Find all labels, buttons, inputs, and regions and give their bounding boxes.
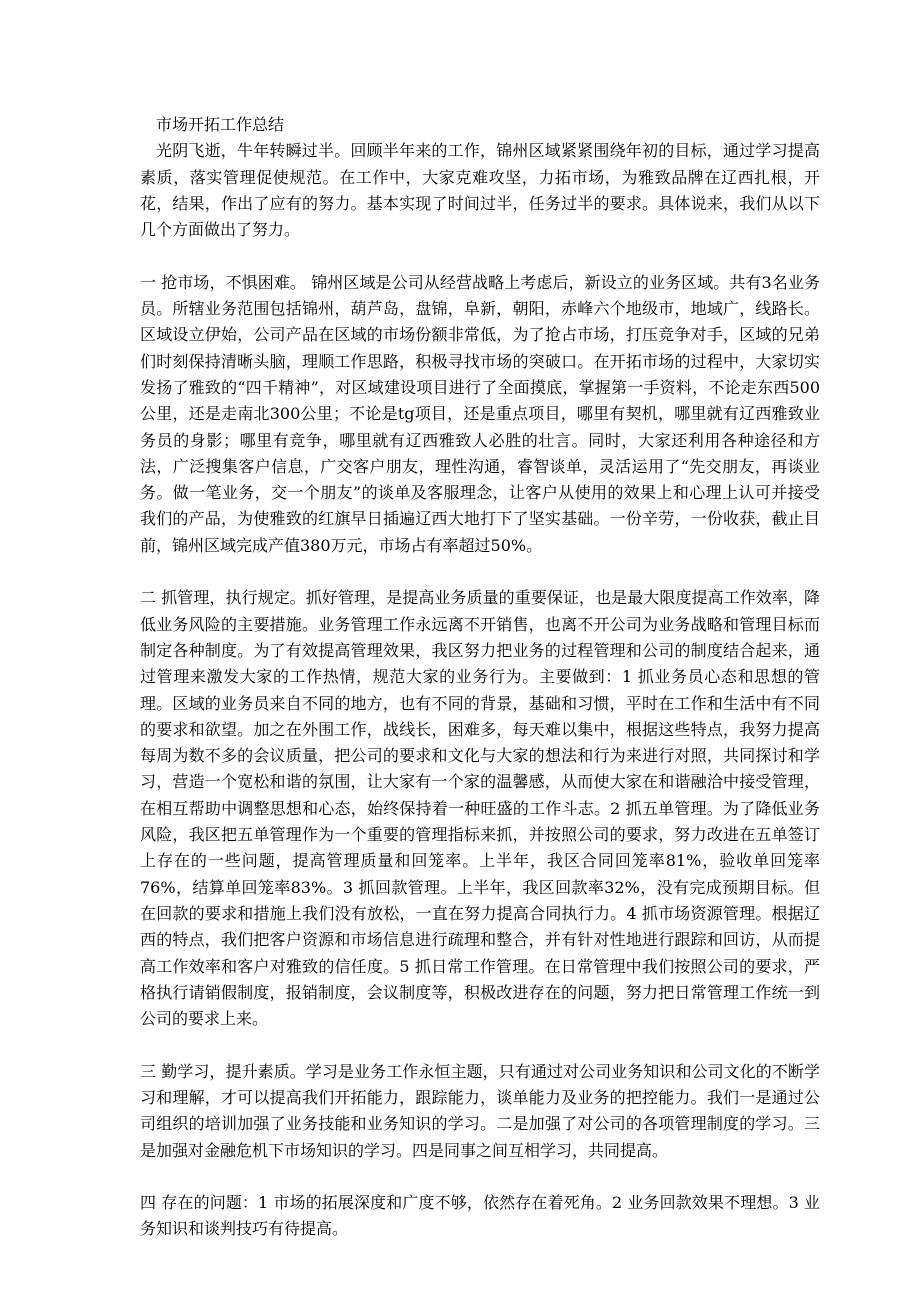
document-title: 市场开拓工作总结 [156, 115, 285, 134]
section-paragraph-3: 三 勤学习，提升素质。学习是业务工作永恒主题，只有通过对公司业务知识和公司文化的不断学习和理解，才可以提高我们开拓能力，跟踪能力，谈单能力及业务的把控能力。我们一是通过公司组织的培训加强了业务技能和业务知识的学习。二是加强了对公司的各项管理制度的学习。三是加强对金融危机下市场知识的学习。四是同事之间互相学习，共同提高。 [140, 1061, 820, 1160]
section-paragraph-1: 一 抢市场，不惧困难。 锦州区域是公司从经营战略上考虑后，新设立的业务区域。共有3名业务员。所辖业务范围包括锦州，葫芦岛，盘锦，阜新，朝阳，赤峰六个地级市，地域广，线路长。区域设立伊始，公司产品在区域的市场份额非常低，为了抢占市场，打压竞争对手，区域的兄弟们时刻保持清晰头脑，理顺工作思路，积极寻找市场的突破口。在开拓市场的过程中，大家切实发扬了雅致的“四千精神”，对区域建设项目进行了全面摸底，掌握第一手资料，不论走东西500公里，还是走南北300公里；不论是tg项目，还是重点项目，哪里有契机，哪里就有辽西雅致业务员的身影；哪里有竞争，哪里就有辽西雅致人必胜的壮言。同时，大家还利用各种途径和方法，广泛搜集客户信息，广交客户朋友，理性沟通，睿智谈单，灵活运用了“先交朋友，再谈业务。做一笔业务，交一个朋友”的谈单及客服理念，让客户从使用的效果上和心理上认可并接受我们的产品，为使雅致的红旗早日插遍辽西大地打下了坚实基础。一份辛劳，一份收获，截止目前，锦州区域完成产值380万元，市场占有率超过50%。 [140, 272, 820, 555]
section-paragraph-4: 四 存在的问题：1 市场的拓展深度和广度不够，依然存在着死角。2 业务回款效果不理想。3 业务知识和谈判技巧有待提高。 [140, 1193, 820, 1239]
document-body [140, 112, 820, 1243]
intro-paragraph: 光阴飞逝，牛年转瞬过半。回顾半年来的工作，锦州区域紧紧围绕年初的目标，通过学习提高素质，落实管理促使规范。在工作中，大家克难攻坚，力拓市场，为雅致品牌在辽西扎根，开花，结果，作出了应有的努力。基本实现了时间过半，任务过半的要求。具体说来，我们从以下几个方面做出了努力。 [140, 141, 820, 240]
section-paragraph-2: 二 抓管理，执行规定。抓好管理，是提高业务质量的重要保证，也是最大限度提高工作效率，降低业务风险的主要措施。业务管理工作永远离不开销售，也离不开公司为业务战略和管理目标而制定各种制度。为了有效提高管理效果，我区努力把业务的过程管理和公司的制度结合起来，通过管理来激发大家的工作热情，规范大家的业务行为。主要做到：1 抓业务员心态和思想的管理。区域的业务员来自不同的地方，也有不同的背景，基础和习惯，平时在工作和生活中有不同的要求和欲望。加之在外围工作，战线长，困难多，每天难以集中，根据这些特点，我努力提高每周为数不多的会议质量，把公司的要求和文化与大家的想法和行为来进行对照，共同探讨和学习，营造一个宽松和谐的氛围，让大家有一个家的温馨感，从而使大家在和谐融洽中接受管理，在相互帮助中调整思想和心态，始终保持着一种旺盛的工作斗志。2 抓五单管理。为了降低业务风险，我区把五单管理作为一个重要的管理指标来抓，并按照公司的要求，努力改进在五单签订上存在的一些问题，提高管理质量和回笼率。上半年，我区合同回笼率81%，验收单回笼率76%，结算单回笼率83%。3 抓回款管理。上半年，我区回款率32%，没有完成预期目标。但在回款的要求和措施上我们没有放松，一直在努力提高合同执行力。4 抓市场资源管理。根据辽西的特点，我们把客户资源和市场信息进行疏理和整合，并有针对性地进行跟踪和回访，从而提高工作效率和客户对雅致的信任度。5 抓日常工作管理。在日常管理中我们按照公司的要求，严格执行请销假制度，报销制度，会议制度等，积极改进存在的问题，努力把日常管理工作统一到公司的要求上来。 [140, 588, 820, 1029]
